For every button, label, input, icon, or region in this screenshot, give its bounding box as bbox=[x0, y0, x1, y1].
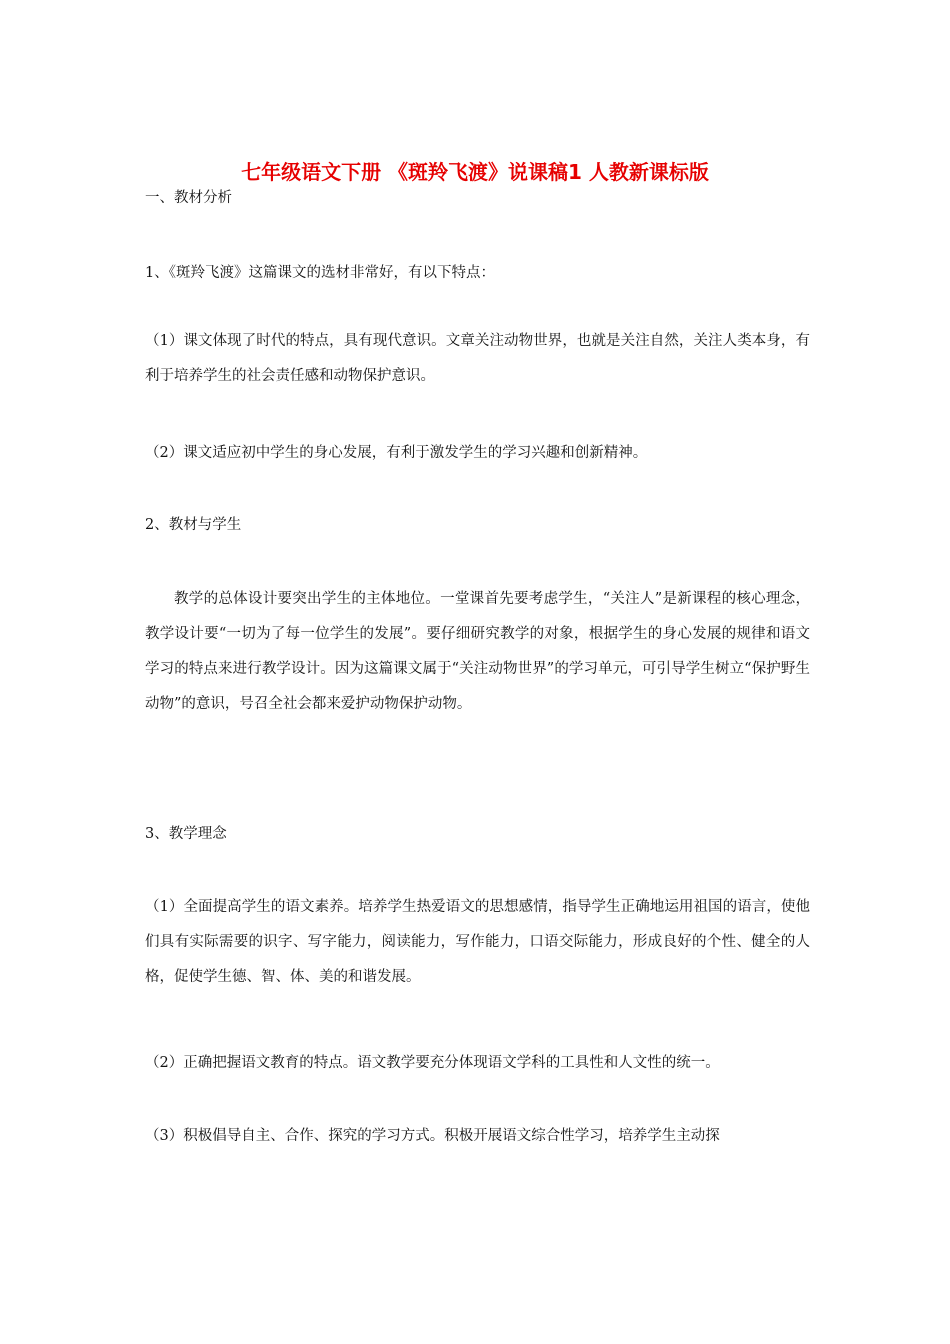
paragraph-feature-2: （2）课文适应初中学生的身心发展，有利于激发学生的学习兴趣和创新精神。 bbox=[145, 445, 648, 461]
subsection-heading-1: 1、《斑羚飞渡》这篇课文的选材非常好，有以下特点： bbox=[145, 265, 495, 281]
paragraph-teaching-concept-1: （1）全面提高学生的语文素养。培养学生热爱语文的思想感情，指导学生正确地运用祖国的语言，使他们具有实际需要的识字、写字能力，阅读能力，写作能力，口语交际能力，形成良好的个性、健全的人格，促使学生德、智、体、美的和谐发展。 bbox=[145, 899, 810, 985]
paragraph-feature-1: （1）课文体现了时代的特点，具有现代意识。文章关注动物世界，也就是关注自然，关注人类本身，有利于培养学生的社会责任感和动物保护意识。 bbox=[145, 333, 810, 384]
paragraph-teaching-concept-3: （3）积极倡导自主、合作、探究的学习方式。积极开展语文综合性学习，培养学生主动探 bbox=[145, 1128, 720, 1144]
paragraph-textbook-and-students: 教学的总体设计要突出学生的主体地位。一堂课首先要考虑学生，“关注人”是新课程的核心理念，教学设计要“一切为了每一位学生的发展”。要仔细研究教学的对象，根据学生的身心发展的规律和语文学习的特点来进行教学设计。因为这篇课文属于“关注动物世界”的学习单元，可引导学生树立“保护野生动物”的意识，号召全社会都来爱护动物保护动物。 bbox=[145, 591, 810, 712]
section-heading-textbook-analysis: 一、教材分析 bbox=[145, 190, 232, 206]
subsection-heading-3: 3、教学理念 bbox=[145, 826, 227, 842]
subsection-heading-2: 2、教材与学生 bbox=[145, 517, 242, 533]
paragraph-teaching-concept-2: （2）正确把握语文教育的特点。语文教学要充分体现语文学科的工具性和人文性的统一。 bbox=[145, 1055, 720, 1071]
document-title: 七年级语文下册 《斑羚飞渡》说课稿1 人教新课标版 bbox=[241, 160, 709, 184]
